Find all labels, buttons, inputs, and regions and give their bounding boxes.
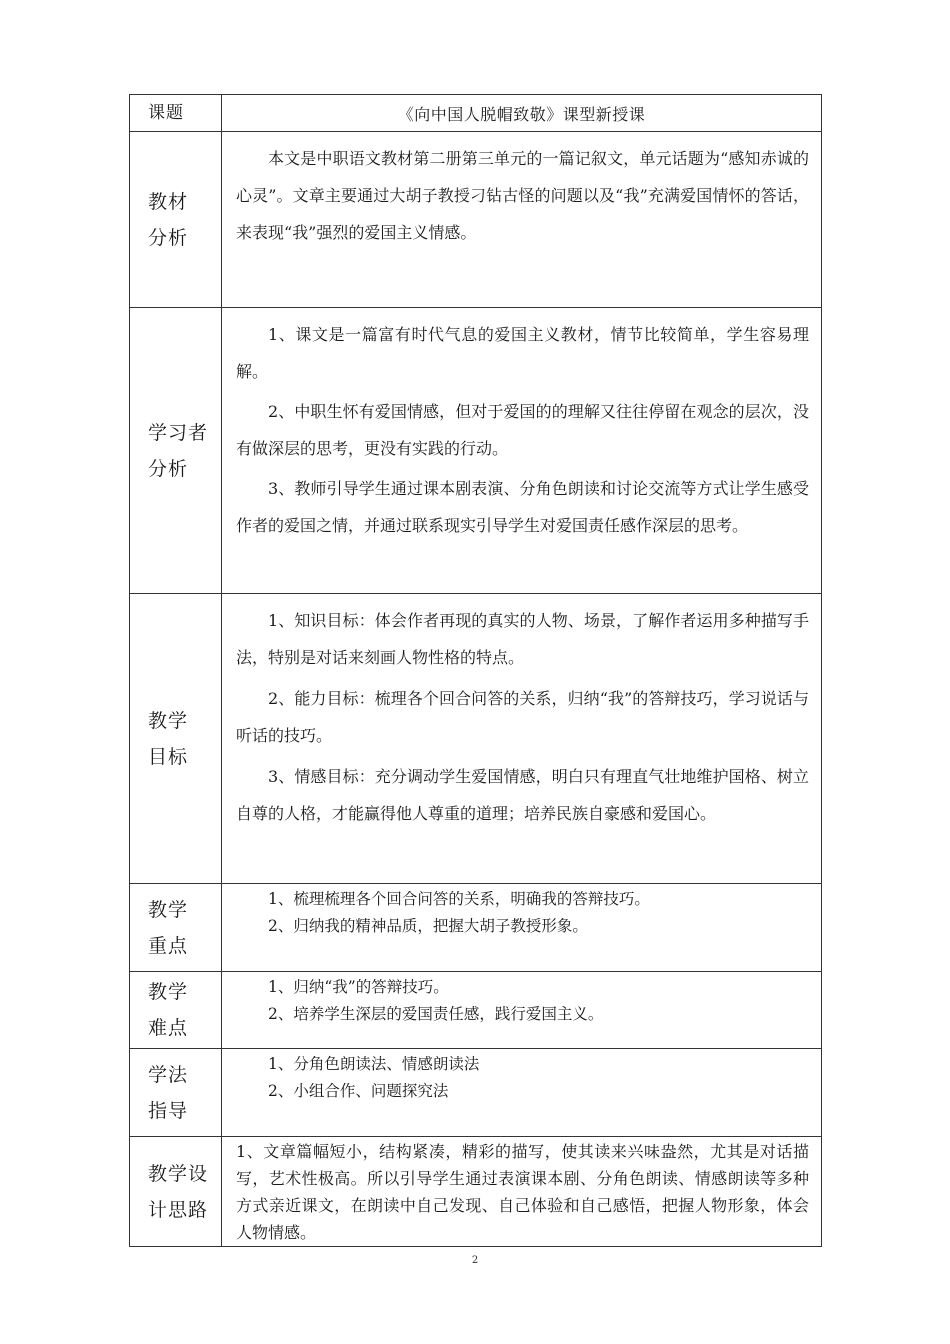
label-line: 教学 [148, 709, 189, 732]
label-line: 教材 [148, 190, 189, 213]
label-line: 计思路 [148, 1198, 209, 1221]
label-line: 难点 [148, 1017, 189, 1039]
row-material-analysis [130, 132, 822, 308]
content-difficult-points [222, 972, 822, 1049]
list-item: 2、培养学生深层的爱国责任感，践行爱国主义。 [268, 1005, 604, 1023]
label-line: 教学设 [148, 1162, 209, 1185]
title-row [130, 95, 822, 132]
label-line: 指导 [148, 1099, 189, 1122]
row-learner-analysis [130, 308, 822, 594]
content-design-ideas: 1、文章篇幅短小，结构紧凑，精彩的描写，使其读来兴味盎然，尤其是对话描写，艺术性极高。所以引导学生通过表演课本剧、分角色朗读、情感朗读等多种方式亲近课文，在朗读中自己发现、自己体验和自己感悟，把握人物形象，体会人物情感。 [222, 1137, 822, 1247]
list-item: 2、小组合作、问题探究法 [268, 1082, 449, 1100]
label-line: 目标 [148, 745, 189, 768]
label-line: 教学 [148, 898, 189, 921]
label-teaching-goals [130, 594, 222, 884]
paragraph: 2、能力目标：梳理各个回合问答的关系，归纳“我”的答辩技巧，学习说话与听话的技巧。 [236, 689, 809, 745]
label-line: 学习者 [148, 421, 209, 444]
list-item: 1、分角色朗读法、情感朗读法 [268, 1055, 480, 1073]
row-key-points [130, 884, 822, 972]
lesson-plan-table [129, 94, 822, 1247]
page-number: 2 [471, 1255, 479, 1266]
label-line: 分析 [148, 457, 189, 480]
paragraph: 本文是中职语文教材第二册第三单元的一篇记叙文，单元话题为“感知赤诚的心灵”。文章主要通过大胡子教授刁钻古怪的问题以及“我”充满爱国情怀的答话，来表现“我”强烈的爱国主义情感。 [236, 149, 809, 242]
label-line: 分析 [148, 226, 189, 249]
title-label: 课题 [130, 95, 222, 132]
paragraph: 3、教师引导学生通过课本剧表演、分角色朗读和讨论交流等方式让学生感受作者的爱国之情，并通过联系现实引导学生对爱国责任感作深层的思考。 [236, 479, 809, 535]
label-line: 重点 [148, 934, 189, 957]
list-item: 2、归纳我的精神品质，把握大胡子教授形象。 [268, 917, 588, 935]
label-material-analysis [130, 132, 222, 308]
content-study-method [222, 1049, 822, 1137]
row-study-method [130, 1049, 822, 1137]
paragraph: 1、知识目标：体会作者再现的真实的人物、场景，了解作者运用多种描写手法，特别是对话来刻画人物性格的特点。 [236, 611, 809, 667]
label-difficult-points [130, 972, 222, 1049]
lesson-title: 《向中国人脱帽致敬》课型新授课 [222, 95, 822, 132]
list-item: 1、归纳“我”的答辩技巧。 [268, 978, 449, 996]
label-study-method [130, 1049, 222, 1137]
label-design-ideas [130, 1137, 222, 1247]
label-line: 学法 [148, 1063, 189, 1086]
label-line: 教学 [148, 981, 189, 1003]
paragraph: 3、情感目标：充分调动学生爱国情感，明白只有理直气壮地维护国格、树立自尊的人格，才能赢得他人尊重的道理；培养民族自豪感和爱国心。 [236, 767, 809, 823]
paragraph: 2、中职生怀有爱国情感，但对于爱国的的理解又往往停留在观念的层次，没有做深层的思考，更没有实践的行动。 [236, 402, 809, 458]
content-learner-analysis [222, 308, 822, 594]
list-item: 1、梳理梳理各个回合问答的关系，明确我的答辩技巧。 [268, 890, 650, 908]
row-design-ideas [130, 1137, 822, 1247]
label-key-points [130, 884, 222, 972]
paragraph: 1、课文是一篇富有时代气息的爱国主义教材，情节比较简单，学生容易理解。 [236, 325, 809, 381]
content-material-analysis [222, 132, 822, 308]
label-learner-analysis [130, 308, 222, 594]
content-key-points [222, 884, 822, 972]
row-teaching-goals [130, 594, 822, 884]
row-difficult-points [130, 972, 822, 1049]
content-teaching-goals [222, 594, 822, 884]
